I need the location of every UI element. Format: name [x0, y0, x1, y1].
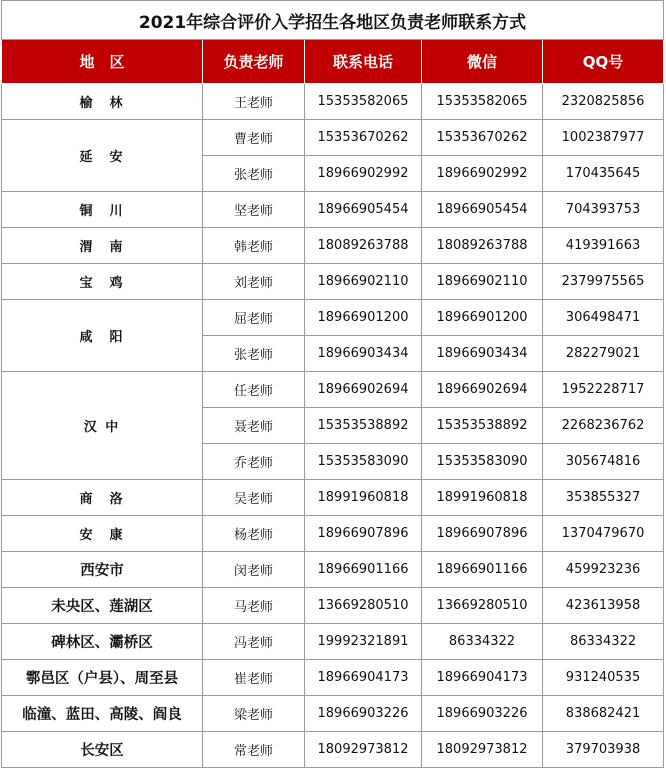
- qq-cell: 282279021: [543, 336, 664, 372]
- wechat-cell: 15353670262: [422, 120, 543, 156]
- teacher-cell: 冯老师: [203, 624, 305, 660]
- wechat-cell: 18966905454: [422, 192, 543, 228]
- table-row: [2, 732, 664, 768]
- table-row: [2, 552, 664, 588]
- teacher-cell: 闵老师: [203, 552, 305, 588]
- phone-cell: 15353538892: [305, 408, 422, 444]
- table-row: [2, 480, 664, 516]
- region-cell: 榆 林: [2, 84, 203, 120]
- wechat-cell: 18966902694: [422, 372, 543, 408]
- phone-cell: 19992321891: [305, 624, 422, 660]
- column-header-region: 地 区: [2, 40, 203, 84]
- wechat-cell: 18966907896: [422, 516, 543, 552]
- teacher-cell: 屈老师: [203, 300, 305, 336]
- region-cell: 长安区: [2, 732, 203, 768]
- table-row: [2, 120, 664, 156]
- phone-cell: 18966901166: [305, 552, 422, 588]
- wechat-cell: 18966901200: [422, 300, 543, 336]
- teacher-cell: 马老师: [203, 588, 305, 624]
- qq-cell: 1002387977: [543, 120, 664, 156]
- teacher-cell: 任老师: [203, 372, 305, 408]
- table-row: [2, 192, 664, 228]
- wechat-cell: 18966904173: [422, 660, 543, 696]
- qq-cell: 704393753: [543, 192, 664, 228]
- page-title: 2021年综合评价入学招生各地区负责老师联系方式: [2, 1, 664, 40]
- phone-cell: 18966904173: [305, 660, 422, 696]
- wechat-cell: 18089263788: [422, 228, 543, 264]
- wechat-cell: 15353582065: [422, 84, 543, 120]
- region-cell: 未央区、莲湖区: [2, 588, 203, 624]
- wechat-cell: 18966903434: [422, 336, 543, 372]
- region-cell: 汉 中: [2, 372, 203, 480]
- qq-cell: 306498471: [543, 300, 664, 336]
- qq-cell: 838682421: [543, 696, 664, 732]
- phone-cell: 18966902110: [305, 264, 422, 300]
- phone-cell: 18966902992: [305, 156, 422, 192]
- qq-cell: 86334322: [543, 624, 664, 660]
- qq-cell: 419391663: [543, 228, 664, 264]
- contact-sheet: [1, 0, 665, 757]
- phone-cell: 18089263788: [305, 228, 422, 264]
- column-header-qq: QQ号: [543, 40, 664, 84]
- teacher-cell: 王老师: [203, 84, 305, 120]
- region-cell: 临潼、蓝田、高陵、阎良: [2, 696, 203, 732]
- phone-cell: 18966903226: [305, 696, 422, 732]
- qq-cell: 1370479670: [543, 516, 664, 552]
- phone-cell: 18092973812: [305, 732, 422, 768]
- table-row: [2, 372, 664, 408]
- table-row: [2, 264, 664, 300]
- teacher-cell: 韩老师: [203, 228, 305, 264]
- teacher-cell: 刘老师: [203, 264, 305, 300]
- table-row: [2, 300, 664, 336]
- phone-cell: 18966905454: [305, 192, 422, 228]
- region-cell: 延 安: [2, 120, 203, 192]
- table-row: [2, 660, 664, 696]
- qq-cell: 459923236: [543, 552, 664, 588]
- region-cell: 宝 鸡: [2, 264, 203, 300]
- column-header-teacher: 负责老师: [203, 40, 305, 84]
- table-row: [2, 696, 664, 732]
- phone-cell: 13669280510: [305, 588, 422, 624]
- teacher-cell: 梁老师: [203, 696, 305, 732]
- column-header-wechat: 微信: [422, 40, 543, 84]
- phone-cell: 15353670262: [305, 120, 422, 156]
- region-cell: 渭 南: [2, 228, 203, 264]
- column-header-phone: 联系电话: [305, 40, 422, 84]
- qq-cell: 353855327: [543, 480, 664, 516]
- wechat-cell: 86334322: [422, 624, 543, 660]
- table-row: [2, 588, 664, 624]
- table-row: [2, 84, 664, 120]
- phone-cell: 18966901200: [305, 300, 422, 336]
- teacher-cell: 张老师: [203, 156, 305, 192]
- region-cell: 碑林区、灞桥区: [2, 624, 203, 660]
- table-row: [2, 228, 664, 264]
- region-cell: 安 康: [2, 516, 203, 552]
- contact-table: [1, 0, 664, 768]
- region-cell: 商 洛: [2, 480, 203, 516]
- qq-cell: 1952228717: [543, 372, 664, 408]
- phone-cell: 18991960818: [305, 480, 422, 516]
- wechat-cell: 15353583090: [422, 444, 543, 480]
- wechat-cell: 18966901166: [422, 552, 543, 588]
- teacher-cell: 常老师: [203, 732, 305, 768]
- teacher-cell: 乔老师: [203, 444, 305, 480]
- phone-cell: 18966907896: [305, 516, 422, 552]
- region-cell: 鄠邑区（户县）、周至县: [2, 660, 203, 696]
- table-row: [2, 516, 664, 552]
- region-cell: 西安市: [2, 552, 203, 588]
- qq-cell: 2379975565: [543, 264, 664, 300]
- qq-cell: 931240535: [543, 660, 664, 696]
- qq-cell: 423613958: [543, 588, 664, 624]
- table-row: [2, 624, 664, 660]
- teacher-cell: 张老师: [203, 336, 305, 372]
- qq-cell: 2320825856: [543, 84, 664, 120]
- wechat-cell: 18092973812: [422, 732, 543, 768]
- wechat-cell: 13669280510: [422, 588, 543, 624]
- phone-cell: 18966903434: [305, 336, 422, 372]
- qq-cell: 2268236762: [543, 408, 664, 444]
- teacher-cell: 坚老师: [203, 192, 305, 228]
- teacher-cell: 曹老师: [203, 120, 305, 156]
- teacher-cell: 聂老师: [203, 408, 305, 444]
- phone-cell: 15353583090: [305, 444, 422, 480]
- qq-cell: 379703938: [543, 732, 664, 768]
- table-header-row: [2, 40, 664, 84]
- teacher-cell: 杨老师: [203, 516, 305, 552]
- wechat-cell: 18991960818: [422, 480, 543, 516]
- wechat-cell: 18966902110: [422, 264, 543, 300]
- qq-cell: 305674816: [543, 444, 664, 480]
- phone-cell: 15353582065: [305, 84, 422, 120]
- qq-cell: 170435645: [543, 156, 664, 192]
- phone-cell: 18966902694: [305, 372, 422, 408]
- region-cell: 咸 阳: [2, 300, 203, 372]
- region-cell: 铜 川: [2, 192, 203, 228]
- wechat-cell: 18966902992: [422, 156, 543, 192]
- wechat-cell: 15353538892: [422, 408, 543, 444]
- teacher-cell: 崔老师: [203, 660, 305, 696]
- wechat-cell: 18966903226: [422, 696, 543, 732]
- teacher-cell: 吴老师: [203, 480, 305, 516]
